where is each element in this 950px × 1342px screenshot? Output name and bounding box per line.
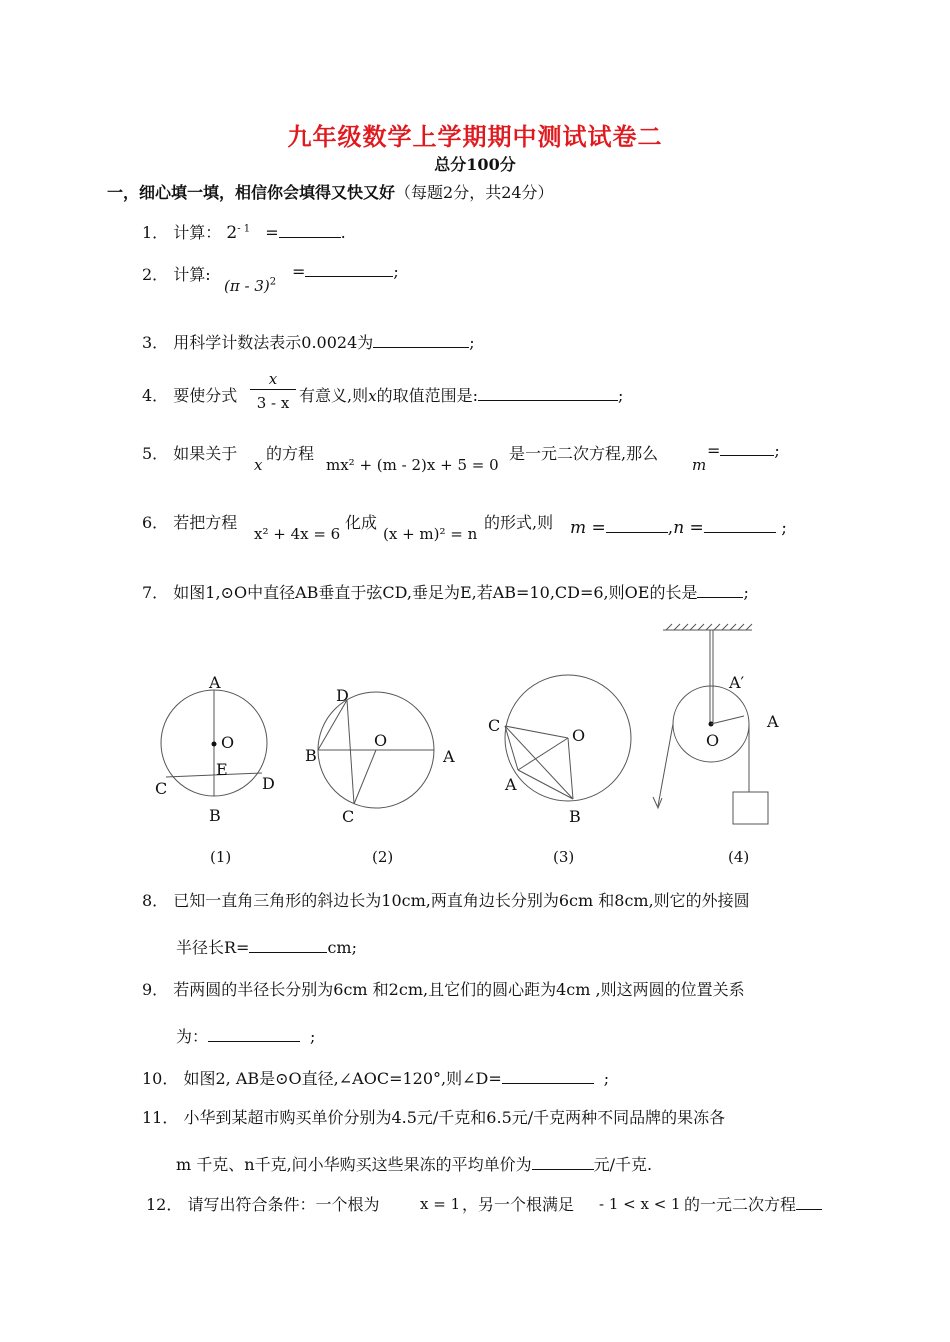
- fig1-label-d: D: [262, 774, 275, 793]
- question-text: 的一元二次方程: [684, 1195, 797, 1214]
- fig1-label-a: A: [209, 673, 221, 692]
- section-points: （每题2分，共24分）: [395, 183, 554, 202]
- question-8-line2: [176, 935, 357, 958]
- fraction-denominator: 3 - x: [256, 394, 290, 412]
- fig1-label-c: C: [155, 779, 168, 798]
- question-text: 要使分式: [173, 386, 238, 405]
- math-base: 2: [226, 223, 238, 243]
- question-6-answer: m = ,n = ;: [570, 518, 787, 538]
- question-text: 半径长R=: [176, 938, 250, 957]
- answer-blank[interactable]: [704, 518, 776, 533]
- section-title: 一，细心填一填，相信你会填得又快又好: [107, 183, 396, 202]
- question-text: 如图2, AB是⊙O直径,∠AOC=120°,则∠D=: [183, 1069, 502, 1088]
- question-text: 的取值范围是:: [376, 386, 478, 405]
- question-end: ;: [310, 1027, 316, 1046]
- question-text: m 千克、n千克,问小华购买这些果冻的平均单价为: [176, 1155, 532, 1174]
- fig4-label-a-prime: A′: [729, 673, 745, 692]
- question-text: 小华到某超市购买单价分别为4.5元/千克和6.5元/千克两种不同品牌的果冻各: [183, 1108, 726, 1127]
- math-variable: n =: [673, 518, 704, 538]
- fig3-line-ao: [518, 738, 568, 770]
- fig2-label-b: B: [305, 746, 317, 765]
- question-4-rest: [299, 383, 623, 406]
- answer-blank[interactable]: [373, 333, 469, 348]
- question-text: 为：: [176, 1027, 209, 1046]
- fig1-label-b: B: [209, 806, 221, 825]
- fig3-label-c: C: [488, 716, 501, 735]
- equation: mx² + (m - 2)x + 5 = 0: [326, 456, 499, 474]
- question-text: 计算:: [173, 265, 211, 284]
- figure-caption-2: (2): [372, 848, 394, 866]
- question-12-end: [684, 1192, 822, 1215]
- question-5-answer: [707, 441, 780, 460]
- math-variable: x: [254, 456, 263, 474]
- fig3-label-a: A: [505, 775, 517, 794]
- figure-3: [488, 675, 631, 826]
- figure-caption-1: (1): [210, 848, 232, 866]
- question-text: 有意义,则: [299, 386, 369, 405]
- question-end: cm;: [327, 938, 357, 957]
- fig2-chord-db: [318, 700, 347, 750]
- question-end: ;: [781, 518, 787, 538]
- question-number: 8．: [142, 891, 169, 910]
- question-text: 如果关于: [173, 444, 238, 463]
- math-exponent: - 1: [237, 223, 251, 235]
- question-text: 计算：: [173, 223, 222, 242]
- fig2-label-o: O: [374, 731, 388, 750]
- question-1: [142, 220, 346, 243]
- fig2-radius-oc: [354, 750, 376, 804]
- question-2-answer: [292, 262, 399, 281]
- question-end: ;: [393, 262, 399, 281]
- question-end: ;: [603, 1069, 610, 1088]
- question-text: 是一元二次方程,那么: [509, 444, 659, 463]
- question-11-line2: [176, 1152, 652, 1175]
- question-text: 如图1,⊙O中直径AB垂直于弦CD,垂足为E,若AB=10,CD=6,则OE的长是: [173, 583, 698, 602]
- question-6: [142, 510, 237, 533]
- figure-caption-3: (3): [553, 848, 575, 866]
- question-12: [146, 1192, 379, 1215]
- question-7: [142, 580, 749, 603]
- question-end: 元/千克.: [593, 1155, 653, 1174]
- question-number: 7．: [142, 583, 169, 602]
- question-text: 用科学计数法表示0.0024为: [173, 333, 374, 352]
- answer-blank[interactable]: [796, 1195, 822, 1210]
- answer-blank[interactable]: [279, 223, 341, 238]
- question-11: [142, 1105, 725, 1128]
- question-number: 6．: [142, 513, 169, 532]
- answer-blank[interactable]: [697, 583, 743, 598]
- math-variable: m =: [570, 518, 606, 538]
- question-text: 化成: [345, 513, 378, 532]
- question-number: 12．: [146, 1195, 183, 1214]
- question-end: ;: [617, 386, 624, 405]
- fig4-ceiling-hatch: [666, 624, 752, 630]
- fig2-label-a: A: [443, 747, 455, 766]
- fig4-radius: [711, 716, 744, 724]
- fig3-line-ab: [518, 770, 573, 799]
- fig3-line-ob: [568, 738, 573, 799]
- figures-area: [0, 615, 950, 875]
- fig4-arrow: [653, 797, 662, 808]
- answer-blank[interactable]: [720, 441, 774, 456]
- question-9-line2: [176, 1024, 315, 1047]
- fraction-numerator: x: [250, 370, 296, 390]
- question-9: [142, 977, 745, 1000]
- figure-2: [305, 686, 455, 826]
- fraction: [250, 370, 296, 412]
- fig3-label-b: B: [569, 807, 581, 826]
- answer-blank[interactable]: [305, 262, 393, 277]
- equation: x = 1: [420, 1195, 461, 1213]
- question-number: 1．: [142, 223, 169, 242]
- question-number: 4．: [142, 386, 169, 405]
- fig2-label-d: D: [336, 686, 349, 705]
- equation: (x + m)² = n: [383, 525, 478, 543]
- fig4-weight: [733, 792, 768, 824]
- figure-caption-4: (4): [728, 848, 750, 866]
- question-end: .: [340, 223, 346, 242]
- answer-blank[interactable]: [478, 386, 618, 401]
- page-title: 九年级数学上学期期中测试试卷二: [287, 122, 663, 151]
- question-number: 2．: [142, 265, 169, 284]
- equals-sign: =: [292, 262, 306, 281]
- question-text: 的方程: [266, 444, 315, 463]
- question-10: [142, 1066, 609, 1089]
- equals-sign: =: [707, 441, 721, 460]
- question-text: 若两圆的半径长分别为6cm 和2cm,且它们的圆心距为4cm ,则这两圆的位置关系: [173, 980, 745, 999]
- fig1-center-point: [212, 742, 217, 747]
- page-subtitle: 总分100分: [434, 155, 516, 174]
- question-5: [142, 441, 237, 464]
- question-end: ;: [469, 333, 475, 352]
- fig2-chord-dc: [347, 700, 354, 804]
- answer-blank[interactable]: [249, 938, 327, 953]
- fig2-label-c: C: [342, 807, 355, 826]
- question-text: 的形式,则: [484, 513, 554, 532]
- question-number: 3．: [142, 333, 169, 352]
- question-4: [142, 383, 237, 406]
- question-number: 11．: [142, 1108, 179, 1127]
- math-expression: (π - 3): [224, 277, 270, 295]
- answer-blank[interactable]: [208, 1027, 300, 1042]
- section-heading: [107, 180, 554, 203]
- math-exponent: 2: [269, 276, 277, 288]
- question-2: [142, 262, 211, 285]
- fig4-label-a: A: [767, 712, 779, 731]
- question-number: 5．: [142, 444, 169, 463]
- equals-sign: =: [265, 223, 279, 242]
- math-variable: x: [368, 387, 377, 405]
- question-2-math: [224, 276, 276, 295]
- fig4-label-o: O: [706, 731, 720, 750]
- figure-4: [653, 624, 779, 824]
- question-text: 请写出符合条件：一个根为: [187, 1195, 380, 1214]
- question-text: 已知一直角三角形的斜边长为10cm,两直角边长分别为6cm 和8cm,则它的外接圆: [173, 891, 750, 910]
- question-text: ，另一个根满足: [462, 1195, 575, 1214]
- math-variable: m: [692, 456, 707, 474]
- answer-blank[interactable]: [606, 518, 668, 533]
- question-number: 9．: [142, 980, 169, 999]
- fig4-rope-left: [658, 724, 673, 806]
- answer-blank[interactable]: [502, 1069, 594, 1084]
- question-text: 若把方程: [173, 513, 238, 532]
- figure-1: [155, 673, 275, 825]
- equation: x² + 4x = 6: [254, 525, 341, 543]
- answer-blank[interactable]: [532, 1155, 594, 1170]
- question-8: [142, 888, 750, 911]
- fig1-label-o: O: [221, 733, 235, 752]
- question-end: ;: [774, 441, 780, 460]
- fig3-label-o: O: [572, 726, 586, 745]
- question-number: 10．: [142, 1069, 179, 1088]
- equation: - 1 < x < 1: [599, 1195, 681, 1213]
- question-end: ;: [743, 583, 749, 602]
- question-3: [142, 330, 475, 353]
- fig1-label-e: E: [216, 760, 228, 779]
